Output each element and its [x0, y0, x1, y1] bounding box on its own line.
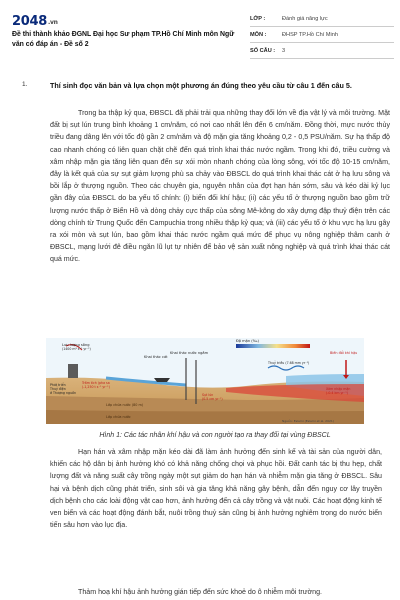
meta-label: MÔN :: [250, 31, 267, 38]
meta-label: SỐ CÂU :: [250, 47, 276, 54]
meta-table: [250, 11, 394, 59]
label-sediment: Trầm tích (pha sa: [82, 381, 110, 385]
label-subsidence: Sụt lún: [202, 393, 214, 397]
meta-value: ĐHSP TP.Hồ Chí Minh: [282, 31, 338, 38]
question-prompt: Thí sinh đọc văn bản và lựa chọn một phương án đúng theo yêu cầu từ câu 1 đến câu 5.: [50, 81, 352, 90]
label-climate-change: Biến đổi khí hậu: [330, 351, 358, 355]
svg-text:(1400 m³ s⁻¹ yr⁻¹): (1400 m³ s⁻¹ yr⁻¹): [62, 347, 91, 351]
label-sand-mining: Khai thác cát: [144, 355, 168, 359]
svg-text:(-0.4 km yr⁻¹): (-0.4 km yr⁻¹): [326, 391, 348, 395]
page-header: [0, 0, 400, 68]
label-salinity: Độ mặn (‰): [236, 339, 259, 343]
meta-label: LỚP :: [250, 15, 266, 22]
passage-paragraph: Hạn hán và xâm nhập mặn kéo dài đã làm ảnh hưởng đến sinh kế và tài sản của người dân, khiến các hộ dân bị ảnh hưởng khó có khả năng chống chọi và phục hồi. Đất canh tác bị thu hẹp, chất lượng đất và năng suất cây trồng ngày một sụt giảm do hạn hán và nhiễm mặn gia tăng ở ĐBSCL. Sâu hại và bệnh dịch cũng phát triển, sinh sôi và gia tăng khả năng gây bệnh, dẫn đến nguy cơ lây truyền dịch bệnh cho các loài động vật cao hơn, ảnh hưởng đến cả cây trồng và vật nuôi. Các hoạt động kinh tế ven biển và các hoạt động đánh bắt, nuôi trồng thuỷ sản cũng bị ảnh hưởng nghiêm trọng do nước biển tiến sâu hơn vào lục địa.: [50, 448, 382, 530]
meta-value: 3: [282, 47, 286, 54]
label-upstream: Phát triển: [50, 383, 66, 387]
passage-paragraph: Thảm hoạ khí hậu ảnh hưởng gián tiếp đến sức khoẻ do ô nhiễm môi trường.: [78, 588, 322, 596]
svg-text:ở Thượng nguồn: ở Thượng nguồn: [50, 391, 76, 395]
svg-text:(0.5 cm yr⁻¹): (0.5 cm yr⁻¹): [202, 397, 223, 401]
meta-row-class: [250, 11, 394, 27]
label-river-flow: Lưu lượng sông: [62, 343, 90, 347]
passage-paragraph: Trong ba thập kỷ qua, ĐBSCL đã phải trải qua những thay đổi lớn về địa vật lý và môi trường. Mặt đất bị sụt lún trung bình khoảng 1 cm/năm, có nơi cao nhất lên đến 6 cm/năm. Đồng thời, mực nước thủy triều đang dâng lên với tốc độ gần 2 cm/năm và độ mặn gia tăng khoảng 0,2 - 0,5 PSU/năm. Sự hạ thấp độ cao nhanh chóng có liên quan chặt chẽ đến quá trình khai thác nước ngầm. Trong khi đó, triều cường và xâm nhập mặn gia tăng liên quan đến sự xói mòn nhanh chóng của lòng sông, với tốc độ 10-15 cm/năm, đây là kết quả của sự sụt giảm lượng phù sa chảy vào ĐBSCL do quá trình khai thác cát ở hạ lưu sông và bồi lắp ở thượng nguồn. Theo các chuyên gia, nguyên nhân của đợt hạn hán sớm, sâu và kéo dài kỷ lục gần đây của ĐBSCL do ba yếu tố chính: (i) biến đổi khí hậu; (ii) các yếu tố ở thượng nguồn bao gồm trữ lượng nước thấp ở Biển Hồ và dòng chảy cực thấp của sông Mê-kông do xây dựng đập thuỷ điện trên các dòng chính từ Trung Quốc đến Campuchia trong nhiều thập kỷ qua; và (iii) các yếu tố ở khu vực hạ lưu gây ra xói mòn và sụt lún, bao gồm khai thác nước ngầm quá mức để phục vụ nông nghiệp thâm canh ở ĐBSCL, mạng lưới đê điều ngăn lũ lụt tự nhiên để bảo vệ sản xuất nông nghiệp và quá trình khai thác cát quá mức.: [50, 109, 390, 264]
meta-value: Đánh giá năng lực: [282, 15, 328, 22]
site-logo[interactable]: 2048.vn: [12, 14, 58, 29]
label-tide: Thuỷ triều (7.68 mm yr⁻¹): [268, 361, 310, 365]
figure-illustration: [46, 338, 364, 424]
label-groundwater: Khai thác nước ngầm: [170, 351, 209, 355]
label-aquifer-1: Lớp chứa nước (80 m): [106, 403, 144, 407]
meta-row-subject: [250, 27, 394, 43]
meta-row-count: [250, 43, 394, 59]
document-title: Đề thi thành khảo ĐGNL Đại học Sư phạm TP.Hồ Chí Minh môn Ngữ văn có đáp án - Đề số 2: [12, 31, 235, 48]
label-source: Nguồn: Eslami (Eslami et al. 2021): [282, 419, 334, 423]
figure-caption: Hình 1: Các tác nhân khí hậu và con người tạo ra thay đổi tại vùng ĐBSCL: [99, 432, 331, 439]
mekong-delta-figure: [46, 338, 364, 424]
question-number: 1.: [22, 81, 28, 88]
svg-text:Thuỷ điện: Thuỷ điện: [50, 387, 66, 391]
salinity-scale-bar: [236, 344, 310, 348]
label-aquifer-2: Lớp chứa nước: [106, 415, 131, 419]
label-saline-intrusion: Xâm nhập mặn: [326, 387, 351, 391]
svg-text:(-1,250 t s⁻¹ yr⁻¹): (-1,250 t s⁻¹ yr⁻¹): [82, 385, 110, 389]
